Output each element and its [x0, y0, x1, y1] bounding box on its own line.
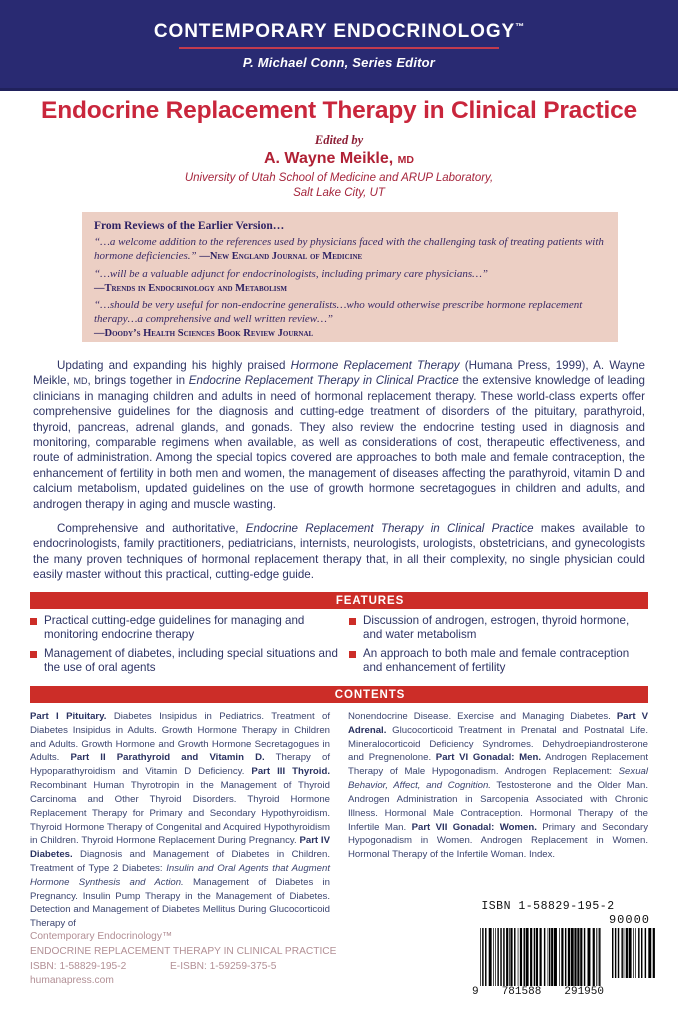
barcode-bars-main	[480, 928, 602, 986]
footer-isbn: ISBN: 1-58829-195-2	[30, 960, 127, 972]
footer-eisbn: E-ISBN: 1-59259-375-5	[170, 960, 277, 972]
contents-list	[30, 710, 648, 931]
editor-name-text: A. Wayne Meikle,	[263, 149, 394, 167]
feature-text: Discussion of androgen, estrogen, thyroid hormone, and water metabolism	[363, 614, 630, 642]
reviews-heading: From Reviews of the Earlier Version…	[94, 220, 285, 232]
features-column-left	[30, 614, 339, 680]
barcode-extension-text: 90000	[608, 913, 650, 927]
bullet-square-icon	[349, 618, 356, 625]
series-title: CONTEMPORARY ENDOCRINOLOGY™	[153, 21, 525, 42]
bullet-square-icon	[349, 651, 356, 658]
reviews-box	[82, 212, 618, 342]
trademark-symbol: ™	[515, 21, 525, 32]
footer-isbn-row	[30, 960, 360, 975]
features-section-bar	[30, 592, 648, 609]
footer-series: Contemporary Endocrinology™	[30, 931, 173, 942]
review-quote: “…a welcome addition to the references used by physicians faced with the challenging task of treating patients with hormone deficiencies.” —New England Journal of Medicine	[94, 236, 604, 262]
feature-item	[30, 614, 339, 643]
banner-bottom-rule	[0, 88, 678, 91]
feature-text: An approach to both male and female contraception and enhancement of fertility	[363, 646, 630, 675]
publisher-footer	[30, 930, 360, 989]
review-quote: “…should be very useful for non-endocrine generalists…who would otherwise prescribe hormone replacement therapy…a comprehensive and well written review…” —Doody’s Health Sciences Book Review Journal	[94, 299, 583, 340]
barcode-digit-left: 9	[472, 986, 479, 998]
series-banner	[0, 0, 678, 88]
editor-degree: MD	[397, 153, 415, 166]
page-title: Endocrine Replacement Therapy in Clinical Practice	[41, 97, 637, 124]
review-quote: “…will be a valuable adjunct for endocrinologists, including primary care physicians…” —Trends in Endocrinology and Metabolism	[94, 267, 489, 294]
footer-book-title: ENDOCRINE REPLACEMENT THERAPY IN CLINICAL PRACTICE	[30, 945, 337, 957]
editor-affiliation	[0, 171, 678, 202]
features-list	[30, 614, 648, 680]
description-paragraph-1: Updating and expanding his highly praised Hormone Replacement Therapy (Humana Press, 1999), A. Wayne Meikle, MD, brings together in Endocrine Replacement Therapy in Clinical Practice the extensive knowledge of leading clinicians in managing children and adults in need of hormonal replacement therapy. These world-class experts offer comprehensive guidelines for the diagnosis and cutting-edge treatment of disorders of the pituitary, parathyroid, thyroid, pancreas, adrenal glands, and gonads. They also review the endocrine testing used in diagnosis and monitoring, comparable regimens when available, as well as considerations of cost, therapeutic effectiveness, and route of administration. Among the special topics covered are approaches to both male and female contraception, the enhancement of fertility in both men and women, the management of diseases affecting the parathyroid, vitamin D and calcium metabolism, updated guidelines on the use of growth hormone secretagogues in children and adults, and androgen therapy in aging and muscle wasting.	[33, 359, 645, 511]
series-editor: P. Michael Conn, Series Editor	[242, 55, 436, 70]
bullet-square-icon	[30, 618, 37, 625]
affiliation-line-2: Salt Lake City, UT	[293, 187, 385, 200]
contents-label: CONTENTS	[334, 688, 406, 701]
title-block	[0, 98, 678, 202]
review-source: —Doody’s Health Sciences Book Review Journal	[94, 328, 314, 340]
barcode-digit-group-2: 291950	[564, 986, 604, 998]
review-source: —Trends in Endocrinology and Metabolism	[94, 282, 287, 294]
barcode-isbn-text: ISBN 1-58829-195-2	[481, 900, 615, 913]
edited-by-label: Edited by	[314, 132, 364, 147]
editor-name	[0, 150, 678, 168]
barcode	[466, 900, 656, 1000]
description-paragraph-2: Comprehensive and authoritative, Endocrine Replacement Therapy in Clinical Practice makes available to endocrinologists, family practitioners, pediatricians, internists, neurologists, urologists, obstetricians, and gynecologists the many proven techniques of hormonal replacement therapy that, in all their complexity, no single physician could easily master without this practical, cutting-edge guide.	[33, 522, 645, 582]
feature-item	[349, 647, 648, 676]
footer-website: humanapress.com	[30, 975, 114, 987]
barcode-bars-addon	[612, 928, 656, 978]
barcode-digit-group-1: 781588	[501, 986, 542, 998]
contents-section-bar	[30, 686, 648, 703]
affiliation-line-1: University of Utah School of Medicine and ARUP Laboratory,	[184, 171, 494, 184]
features-label: FEATURES	[335, 594, 405, 607]
contents-column-right: Nonendocrine Disease. Exercise and Managing Diabetes. Part V Adrenal. Glucocorticoid Treatment in Prenatal and Postnatal Life. Mineralocorticoid Deficiency Syndromes. Dehydroepiandrosterone and Pregnenolone. Part VI Gonadal: Men. Androgen Replacement Therapy of Male Hypogonadism. Androgen Replacement: Sexual Behavior, Affect, and Cognition. Testosterone and the Older Man. Androgen Administration in Sarcopenia Associated with Chronic Illness. Hormonal Male Contraception. Hormonal Therapy of the Infertile Man. Part VII Gonadal: Women. Primary and Secondary Hypogonadism in Women. Androgen Replacement in Women. Hormonal Therapy of the Infertile Woman. Index.	[348, 711, 649, 861]
review-source: —New England Journal of Medicine	[199, 250, 363, 262]
contents-column-left: Part I Pituitary. Diabetes Insipidus in Pediatrics. Treatment of Diabetes Insipidus in Adults. Growth Hormone Therapy in Children and Adults. Growth Hormone and Growth Hormone Secretagogues in Adults. Part II Parathyroid and Vitamin D. Therapy of Hypoparathyroidism and Vitamin D Deficiency. Part III Thyroid. Recombinant Human Thyrotropin in the Management of Thyroid Carcinoma and Other Thyroid Disorders. Thyroid Hormone Replacement Therapy for Primary and Secondary Hypothyroidism. Thyroid Hormone Therapy of Congenital and Acquired Hypothyroidism in Children. Thyroid Hormone Replacement During Pregnancy. Part IV Diabetes. Diagnosis and Management of Diabetes in Children. Treatment of Type 2 Diabetes: Insulin and Oral Agents that Augment Hormone Synthesis and Action. Management of Diabetes in Pregnancy. Insulin Pump Therapy in the Management of Diabetes. Detection and Management of Diabetes Mellitus During Glucocorticoid Therapy of	[30, 711, 331, 930]
bullet-square-icon	[30, 651, 37, 658]
feature-text: Management of diabetes, including special situations and the use of oral agents	[44, 646, 338, 675]
barcode-digits	[472, 986, 604, 998]
description-body	[33, 358, 645, 592]
banner-divider	[179, 47, 499, 49]
features-column-right	[339, 614, 648, 680]
feature-item	[349, 614, 648, 643]
feature-item	[30, 647, 339, 676]
feature-text: Practical cutting-edge guidelines for managing and monitoring endocrine therapy	[44, 614, 305, 642]
reviews-list	[94, 236, 606, 341]
